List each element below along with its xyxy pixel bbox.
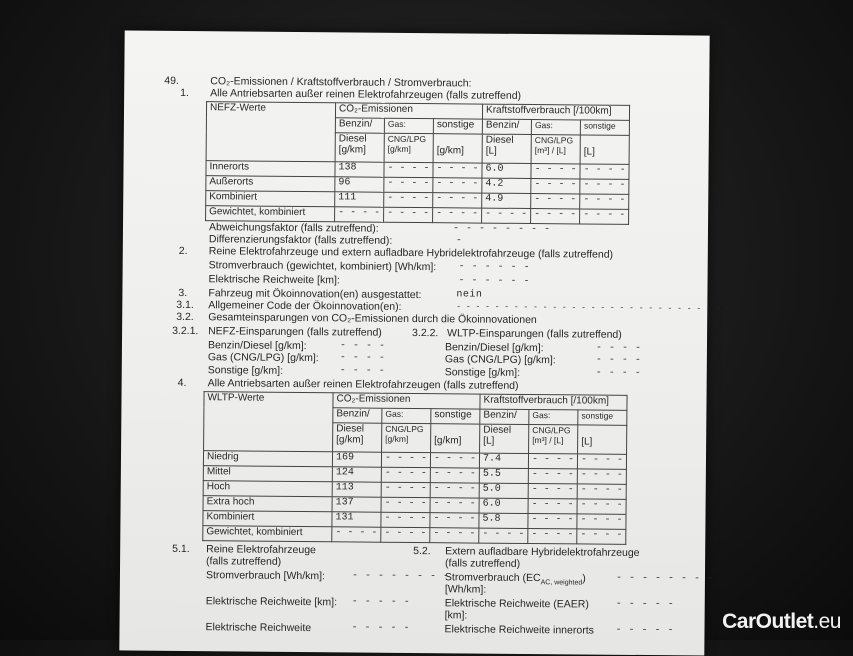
nefz-cell: - - - - <box>335 207 384 222</box>
ev-strom-value: - - - - - - - - <box>351 570 450 583</box>
caroutlet-watermark-logo <box>722 610 841 634</box>
wltp-cell: - - - - <box>381 482 430 497</box>
wltp-cell: - - - - <box>577 514 626 529</box>
nefz-sub2 <box>335 133 384 162</box>
phev-inner-value: - - - - - <box>615 624 675 637</box>
wltp-cell: - - - - <box>528 483 577 498</box>
wltp-row-label: Kombiniert <box>203 511 332 527</box>
differenzierungsfaktor-value: - <box>455 235 463 247</box>
ev-reich2-label: Elektrische Reichweite <box>205 621 312 635</box>
nefz-saving-value: - - - - <box>339 340 386 352</box>
section-49-number: 49. <box>164 74 179 87</box>
nefz-table <box>205 101 630 225</box>
phev-eaer-value: - - - - - <box>615 598 675 611</box>
wltp-sub2-text: CNG/LPG <box>532 425 571 436</box>
nefz-header-co2: CO₂-Emissionen <box>335 103 482 119</box>
nefz-cell: - - - - <box>433 193 482 208</box>
wltp-unit: [g/km] <box>385 433 409 444</box>
nefz-sub: sonstige <box>433 119 482 134</box>
section-51-number: 5.1. <box>172 542 190 556</box>
wltp-cell: - - - - <box>430 453 479 468</box>
nefz-row-label: Gewichtet, kombiniert <box>206 206 335 222</box>
section-31-value: - - - - - - - - - - - - - - - - - - - - - - - - - - - - - <box>456 302 731 314</box>
wltp-cell: 7.4 <box>479 453 528 468</box>
section-322-title: WLTP-Einsparungen (falls zutreffend) <box>447 327 622 341</box>
wltp-cell: 5.0 <box>479 483 528 498</box>
nefz-sub2 <box>384 133 433 162</box>
section-3-label: Fahrzeug mit Ökoinnovation(en) ausgestattet: <box>208 287 422 302</box>
nefz-cell: 111 <box>335 192 384 207</box>
nefz-sub2-text: Diesel <box>338 133 367 145</box>
wltp-row-label: Gewichtet, kombiniert <box>203 526 332 542</box>
nefz-header-fuel: Kraftstoffverbrauch [/100km] <box>483 104 630 120</box>
nefz-unit: [L] <box>485 145 497 157</box>
wltp-cell: 6.0 <box>479 498 528 513</box>
wltp-row-label: Extra hoch <box>203 496 332 512</box>
section-31-label: Allgemeiner Code der Ökoinnovation(en): <box>208 299 402 313</box>
nefz-cell: - - - - <box>580 164 629 179</box>
wltp-cell: - - - - <box>381 527 430 542</box>
nefz-sub: Gas: <box>531 120 580 135</box>
nefz-row-label: Kombiniert <box>206 191 335 207</box>
nefz-sub2-text: Diesel <box>485 134 514 146</box>
nefz-cell: - - - - <box>531 194 580 209</box>
wltp-cell: - - - - <box>430 483 479 498</box>
nefz-cell: 96 <box>335 177 384 192</box>
wltp-cell: - - - - <box>577 484 626 499</box>
wltp-sub: Benzin/ <box>333 408 382 423</box>
wltp-saving-label: Gas (CNG/LPG) [g/km]: <box>444 353 556 367</box>
nefz-unit: [L] <box>583 146 595 158</box>
nefz-cell: - - - - <box>531 209 580 224</box>
wltp-sub2 <box>431 424 480 453</box>
reichweite-value: - - - - - - <box>458 275 531 288</box>
wltp-sub: Gas: <box>529 410 578 425</box>
nefz-cell: 6.0 <box>482 163 531 178</box>
wltp-sub2 <box>480 424 529 453</box>
wltp-sub2-text: CNG/LPG <box>385 423 424 435</box>
nefz-saving-label: Gas (CNG/LPG) [g/km]: <box>207 351 319 365</box>
nefz-sub: sonstige <box>580 120 629 135</box>
wltp-header-fuel: Kraftstoffverbrauch [/100km] <box>480 394 627 410</box>
section-51-title: Reine Elektrofahrzeuge <box>206 543 316 557</box>
wltp-cell: - - - - <box>381 512 430 527</box>
wltp-saving-value: - - - - <box>595 367 642 379</box>
nefz-cell: - - - - <box>384 177 433 192</box>
nefz-sub2-text: CNG/LPG <box>387 133 427 145</box>
nefz-cell: 4.9 <box>482 193 531 208</box>
nefz-cell: - - - - <box>384 192 433 207</box>
wltp-cell: 131 <box>332 512 381 527</box>
section-1-number: 1. <box>180 86 189 100</box>
wltp-cell: - - - - <box>479 528 528 543</box>
nefz-sub2-text: CNG/LPG <box>534 135 574 146</box>
nefz-cell: - - - - <box>531 164 580 179</box>
section-1-title: Alle Antriebsarten außer reinen Elektrofahrzeugen (falls zutreffend) <box>210 87 522 102</box>
nefz-saving-value: - - - - <box>339 352 386 364</box>
wltp-cell: 169 <box>332 452 381 467</box>
wltp-unit: [g/km] <box>434 435 462 447</box>
wltp-cell: 5.8 <box>479 513 528 528</box>
section-32-number: 3.2. <box>176 310 194 324</box>
wltp-sub: sonstige <box>431 409 480 424</box>
nefz-cell: - - - - <box>433 178 482 193</box>
wltp-unit: [g/km] <box>336 434 364 446</box>
ev-reich2-value: - - - - - <box>351 622 411 634</box>
wltp-saving-label: Sonstige [g/km]: <box>444 366 521 379</box>
wltp-table <box>202 391 627 545</box>
stromverbrauch-label: Stromverbrauch (gewichtet, kombiniert) [Wh/km]: <box>208 259 437 274</box>
wltp-unit: [L] <box>483 435 495 447</box>
wltp-row-label: Mittel <box>203 466 332 482</box>
nefz-unit: [m³] / [L] <box>534 145 566 156</box>
wltp-cell: - - - - <box>528 528 577 543</box>
nefz-header-label: NEFZ-Werte <box>206 102 336 162</box>
section-51-title2: (falls zutreffend) <box>206 555 282 568</box>
nefz-cell: - - - - <box>580 179 629 194</box>
wltp-unit: [m³] / [L] <box>532 435 564 446</box>
nefz-saving-label: Sonstige [g/km]: <box>207 364 284 377</box>
wltp-cell: - - - - <box>381 467 430 482</box>
wltp-cell: - - - - <box>577 469 626 484</box>
ev-reich-label: Elektrische Reichweite [km]: <box>205 595 338 609</box>
phev-strom-sub: AC, weighted <box>540 579 583 587</box>
phev-strom-value: - - - - - - - - <box>615 572 714 585</box>
watermark-tld: .eu <box>813 610 841 633</box>
section-4-number: 4. <box>177 376 187 390</box>
wltp-sub: Gas: <box>382 408 431 423</box>
reichweite-label: Elektrische Reichweite [km]: <box>208 273 340 287</box>
section-52-title2: (falls zutreffend) <box>445 557 521 570</box>
wltp-unit: [L] <box>581 436 593 448</box>
section-31-number: 3.1. <box>176 298 194 312</box>
nefz-sub: Benzin/ <box>335 118 384 133</box>
nefz-cell: - - - - <box>580 194 629 209</box>
section-2-number: 2. <box>178 244 188 258</box>
wltp-saving-label: Benzin/Diesel [g/km]: <box>444 341 544 355</box>
nefz-cell: 4.2 <box>482 178 531 193</box>
nefz-cell: - - - - <box>384 162 433 177</box>
wltp-cell: 113 <box>332 482 381 497</box>
section-52-title: Extern aufladbare Hybridelektrofahrzeuge <box>445 545 640 559</box>
wltp-sub2 <box>382 423 431 452</box>
nefz-saving-label: Benzin/Diesel [g/km]: <box>207 339 307 353</box>
section-3-value: nein <box>456 289 483 301</box>
wltp-cell: - - - - <box>332 527 381 542</box>
document-page <box>119 30 731 655</box>
wltp-cell: - - - - <box>528 513 577 528</box>
stromverbrauch-value: - - - - - - <box>458 261 531 274</box>
nefz-sub: Benzin/ <box>482 119 531 134</box>
section-321-number: 3.2.1. <box>172 324 199 338</box>
nefz-sub2 <box>531 135 580 164</box>
nefz-cell: - - - - <box>531 179 580 194</box>
wltp-cell: 124 <box>332 467 381 482</box>
nefz-row-label: Außerorts <box>206 176 335 192</box>
section-52-number: 5.2. <box>413 544 431 558</box>
wltp-cell: - - - - <box>577 454 626 469</box>
nefz-saving-value: - - - - <box>339 365 386 377</box>
phev-eaer-unit: [km]: <box>444 609 468 622</box>
abweichungsfaktor-label: Abweichungsfaktor (falls zutreffend): <box>208 221 379 235</box>
wltp-cell: - - - - <box>528 468 577 483</box>
nefz-cell: - - - - <box>433 163 482 178</box>
wltp-sub2 <box>529 425 578 454</box>
section-32-title: Gesamteinsparungen von CO₂-Emissionen durch die Ökoinnovationen <box>208 311 537 327</box>
nefz-sub2 <box>580 135 629 164</box>
wltp-cell: - - - - <box>528 498 577 513</box>
nefz-cell: - - - - <box>384 207 433 222</box>
wltp-sub2-text: Diesel <box>483 424 512 436</box>
nefz-unit: [g/km] <box>387 143 411 154</box>
section-49-title: CO₂-Emissionen / Kraftstoffverbrauch / Stromverbrauch: <box>210 75 472 90</box>
wltp-header-label: WLTP-Werte <box>204 392 334 452</box>
ev-reich-value: - - - - - <box>351 596 411 608</box>
nefz-sub: Gas: <box>384 118 433 133</box>
phev-strom-text: Stromverbrauch (EC <box>444 571 541 585</box>
watermark-brand: CarOutlet <box>722 610 814 633</box>
wltp-cell: - - - - <box>381 497 430 512</box>
section-321-title: NEFZ-Einsparungen (falls zutreffend) <box>208 325 382 339</box>
nefz-row-label: Innerorts <box>206 161 335 177</box>
section-2-title: Reine Elektrofahrzeuge und extern aufladbare Hybridelektrofahrzeuge (falls zutreffend) <box>208 245 614 261</box>
ev-strom-label: Stromverbrauch [Wh/km]: <box>205 569 326 583</box>
wltp-saving-value: - - - - <box>595 342 642 354</box>
nefz-cell: - - - - <box>580 209 629 224</box>
wltp-sub2 <box>578 425 627 454</box>
section-322-number: 3.2.2. <box>412 326 439 340</box>
section-4-title: Alle Antriebsarten außer reinen Elektrofahrzeugen (falls zutreffend) <box>207 377 519 392</box>
wltp-cell: - - - - <box>430 513 479 528</box>
phev-strom-end: ) <box>582 572 586 585</box>
wltp-row <box>203 526 626 545</box>
phev-strom-unit: [Wh/km]: <box>444 583 487 596</box>
section-3-number: 3. <box>178 286 188 300</box>
nefz-cell: - - - - <box>482 208 531 223</box>
wltp-cell: - - - - <box>430 528 479 543</box>
wltp-cell: - - - - <box>528 453 577 468</box>
wltp-cell: - - - - <box>577 499 626 514</box>
wltp-cell: 137 <box>332 497 381 512</box>
wltp-sub2 <box>333 423 382 452</box>
wltp-saving-value: - - - - <box>595 354 642 366</box>
wltp-sub: Benzin/ <box>480 409 529 424</box>
wltp-row-label: Niedrig <box>203 451 332 467</box>
nefz-sub2 <box>433 134 482 163</box>
nefz-unit: [g/km] <box>436 145 464 157</box>
wltp-cell: - - - - <box>430 498 479 513</box>
wltp-header-co2: CO₂-Emissionen <box>333 393 480 409</box>
wltp-cell: - - - - <box>577 529 626 544</box>
differenzierungsfaktor-label: Differenzierungsfaktor (falls zutreffend): <box>208 233 393 247</box>
nefz-sub2 <box>482 134 531 163</box>
wltp-cell: 5.5 <box>479 468 528 483</box>
wltp-sub: sonstige <box>578 410 627 425</box>
nefz-cell: 138 <box>335 162 384 177</box>
nefz-unit: [g/km] <box>338 144 366 156</box>
wltp-cell: - - - - <box>430 468 479 483</box>
wltp-sub2-text: Diesel <box>336 423 365 435</box>
abweichungsfaktor-value: - - - - - - - - <box>452 223 551 236</box>
wltp-row-label: Hoch <box>203 481 332 497</box>
phev-eaer-label: Elektrische Reichweite (EAER) <box>444 597 589 611</box>
nefz-cell: - - - - <box>433 208 482 223</box>
phev-inner-label: Elektrische Reichweite innerorts <box>444 623 594 637</box>
wltp-cell: - - - - <box>381 452 430 467</box>
